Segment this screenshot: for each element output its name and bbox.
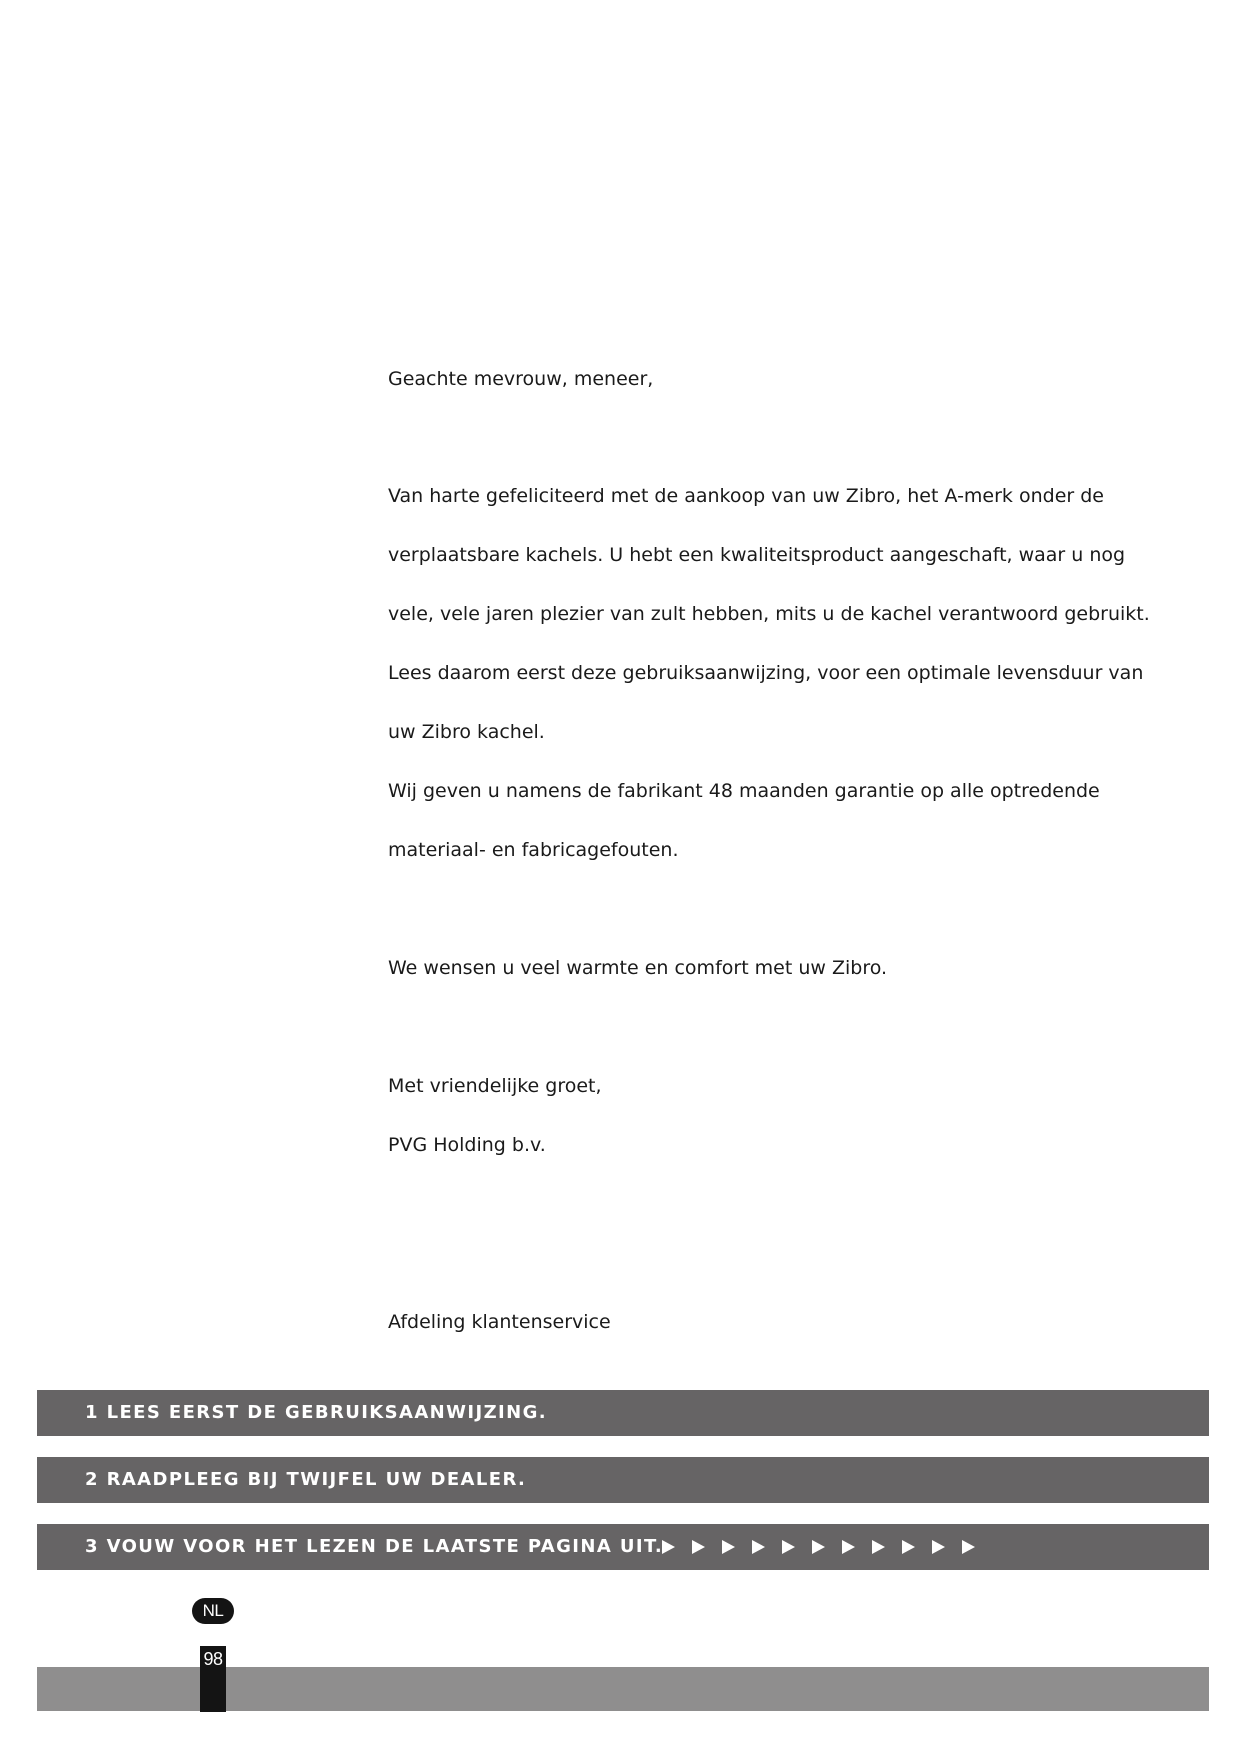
letter-body-line: Lees daarom eerst deze gebruiksaanwijzing, voor een optimale levensduur van [388,662,1144,684]
letter-body-line: Van harte gefeliciteerd met de aankoop van uw Zibro, het A-merk onder de [388,485,1104,507]
language-badge: NL [192,1598,234,1624]
arrow-right-icon [842,1540,855,1554]
arrow-right-icon [662,1540,675,1554]
letter-company: PVG Holding b.v. [388,1134,546,1156]
arrow-right-icon [872,1540,885,1554]
arrow-row [662,1536,975,1554]
arrow-right-icon [692,1540,705,1554]
letter-closing: Met vriendelijke groet, [388,1075,602,1097]
instruction-text: 2 RAADPLEEG BIJ TWIJFEL UW DEALER. [85,1469,527,1490]
arrow-right-icon [962,1540,975,1554]
page-number: 98 [203,1649,223,1669]
letter-wish: We wensen u veel warmte en comfort met uw Zibro. [388,957,888,979]
letter-body-line: uw Zibro kachel. [388,721,545,743]
instruction-text: 3 VOUW VOOR HET LEZEN DE LAATSTE PAGINA UIT. [85,1536,664,1557]
arrow-right-icon [812,1540,825,1554]
page-tab [200,1646,226,1712]
instruction-text: 1 LEES EERST DE GEBRUIKSAANWIJZING. [85,1402,548,1423]
instruction-bar-1 [37,1390,1209,1436]
arrow-right-icon [782,1540,795,1554]
arrow-right-icon [932,1540,945,1554]
instruction-bar-3 [37,1524,1209,1570]
letter-body-line: materiaal- en fabricagefouten. [388,839,679,861]
letter-body-line: Wij geven u namens de fabrikant 48 maanden garantie op alle optredende [388,780,1100,802]
letter-department: Afdeling klantenservice [388,1311,611,1333]
arrow-right-icon [722,1540,735,1554]
instruction-bar-2 [37,1457,1209,1503]
letter-body-line: vele, vele jaren plezier van zult hebben, mits u de kachel verantwoord gebruikt. [388,603,1150,625]
arrow-right-icon [752,1540,765,1554]
letter-greeting: Geachte mevrouw, meneer, [388,368,654,390]
arrow-right-icon [902,1540,915,1554]
letter-body-line: verplaatsbare kachels. U hebt een kwaliteitsproduct aangeschaft, waar u nog [388,544,1126,566]
